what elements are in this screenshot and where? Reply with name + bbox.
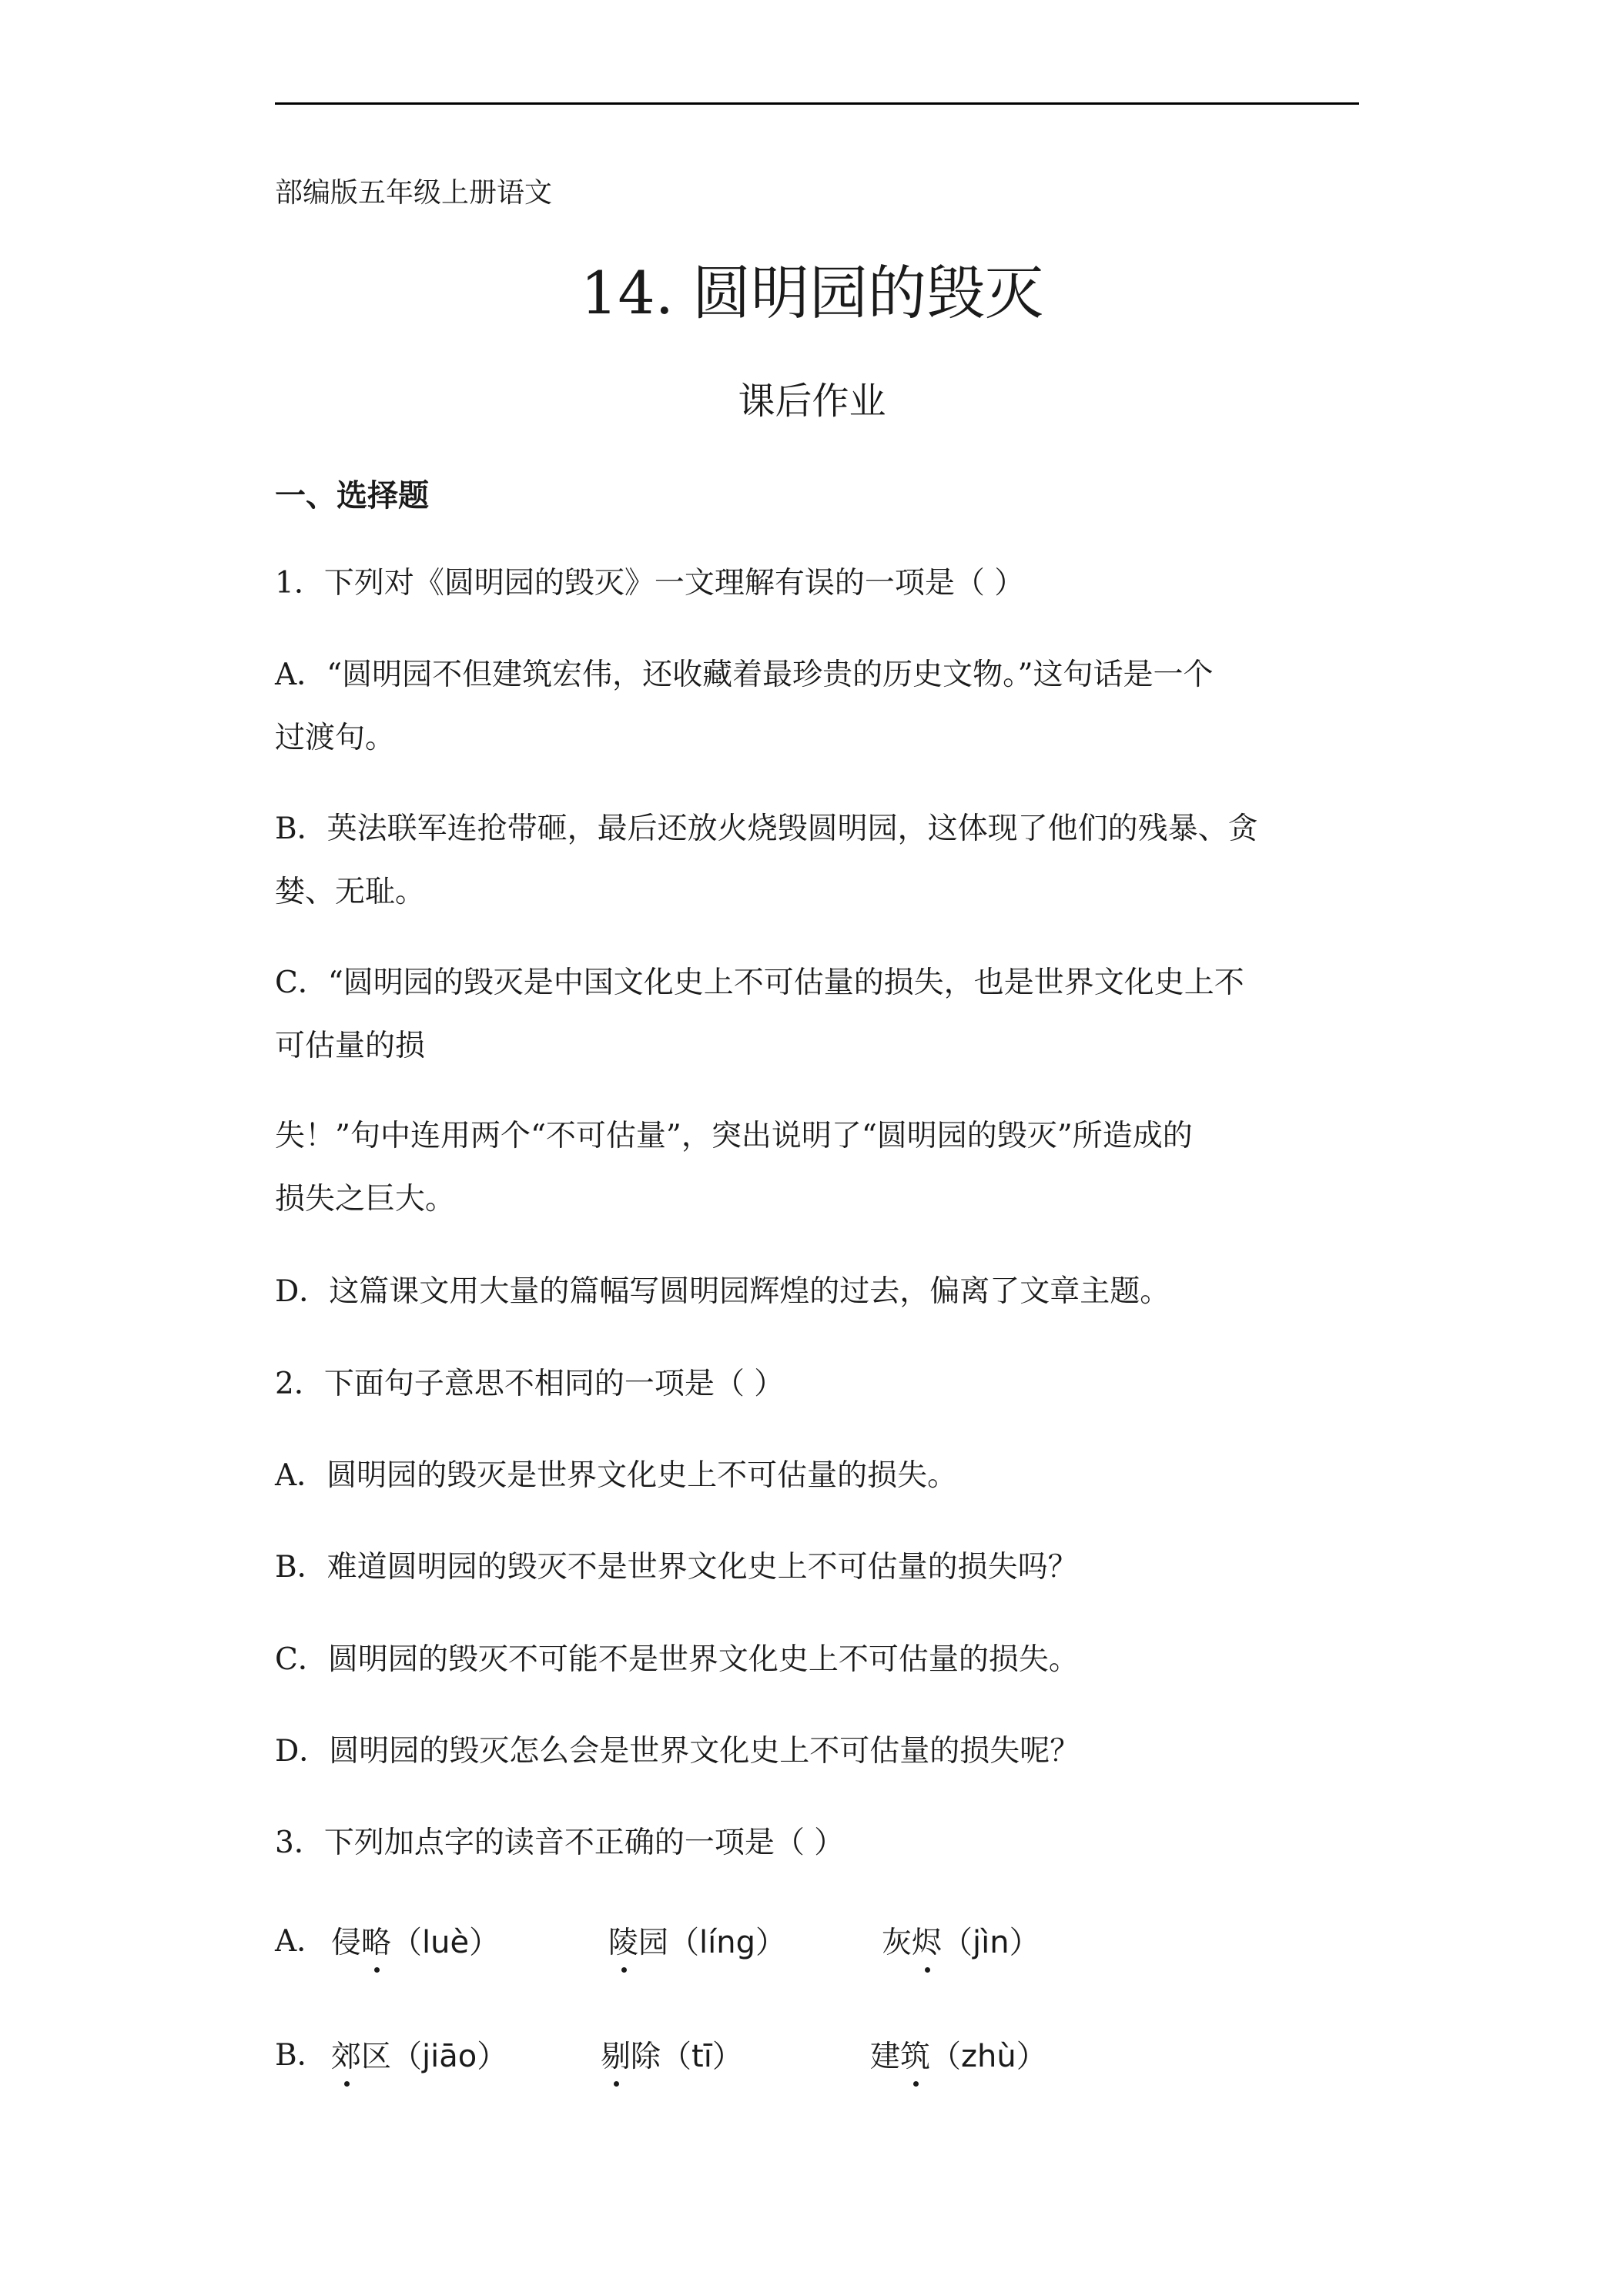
pinyin: （tī） xyxy=(661,2039,743,2074)
question-3-option-b-label: B． xyxy=(275,2038,327,2073)
dotted-char: 剔 xyxy=(601,2038,631,2077)
question-3-option-a-label: A． xyxy=(275,1924,327,1959)
dotted-char: 陵 xyxy=(608,1924,638,1963)
question-1-option-a-line-1: A．“圆明园不但建筑宏伟，还收藏着最珍贵的历史文物。”这句话是一个 xyxy=(275,658,1214,692)
subject-line: 部编版五年级上册语文 xyxy=(275,177,553,209)
pinyin: （zhù） xyxy=(930,2039,1047,2074)
pinyin: （líng） xyxy=(668,1925,786,1960)
dotted-char: 略 xyxy=(361,1924,391,1963)
word-char: 灰 xyxy=(882,1926,912,1960)
question-3-option-b-word-2 xyxy=(601,2037,743,2077)
question-1-option-a-line-2: 过渡句。 xyxy=(275,721,396,755)
question-1-option-c-line-2: 可估量的损 xyxy=(275,1029,426,1063)
question-1-option-b-line-1: B．英法联军连抢带砸，最后还放火烧毁圆明园，这体现了他们的残暴、贪 xyxy=(275,812,1258,846)
header-rule xyxy=(275,102,1359,105)
section-heading: 一、选择题 xyxy=(275,478,429,514)
question-2-option-a: A．圆明园的毁灭是世界文化史上不可估量的损失。 xyxy=(275,1458,958,1493)
question-3-stem: 3．下列加点字的读音不正确的一项是（ ） xyxy=(275,1826,845,1860)
question-2-stem: 2．下面句子意思不相同的一项是（ ） xyxy=(275,1367,785,1401)
word-char: 园 xyxy=(638,1926,669,1960)
question-2-option-d: D．圆明园的毁灭怎么会是世界文化史上不可估量的损失呢？ xyxy=(275,1734,1080,1769)
question-2-option-b: B．难道圆明园的毁灭不是世界文化史上不可估量的损失吗？ xyxy=(275,1550,1078,1585)
question-2-option-c: C．圆明园的毁灭不可能不是世界文化史上不可估量的损失。 xyxy=(275,1642,1079,1677)
word-char: 除 xyxy=(631,2040,661,2074)
dotted-char: 郊 xyxy=(331,2038,361,2077)
dotted-char: 烬 xyxy=(912,1924,942,1963)
page-title: 14. 圆明园的毁灭 xyxy=(580,259,1044,327)
question-3-option-b-word-1 xyxy=(331,2037,507,2077)
page-subtitle: 课后作业 xyxy=(738,380,886,423)
question-3-option-a-word-2 xyxy=(608,1923,786,1963)
question-3-option-a-word-1 xyxy=(331,1923,500,1963)
pinyin: （jiāo） xyxy=(391,2039,508,2074)
question-3-option-a-word-3 xyxy=(882,1923,1040,1963)
question-1-option-c-line-1: C．“圆明园的毁灭是中国文化史上不可估量的损失，也是世界文化史上不 xyxy=(275,966,1244,1000)
question-1-option-b-line-2: 婪、无耻。 xyxy=(275,875,426,909)
pinyin: （luè） xyxy=(391,1925,501,1960)
pinyin: （jìn） xyxy=(942,1925,1040,1960)
question-1-stem: 1．下列对《圆明园的毁灭》一文理解有误的一项是（ ） xyxy=(275,566,1025,601)
question-1-option-c-line-4: 损失之巨大。 xyxy=(275,1182,456,1217)
question-1-option-c-line-3: 失！”句中连用两个“不可估量”，突出说明了“圆明园的毁灭”所造成的 xyxy=(275,1119,1193,1153)
dotted-char: 筑 xyxy=(900,2038,930,2077)
question-1-option-d: D．这篇课文用大量的篇幅写圆明园辉煌的过去，偏离了文章主题。 xyxy=(275,1274,1170,1309)
word-char: 区 xyxy=(361,2040,392,2074)
question-3-option-b-word-3 xyxy=(870,2037,1047,2077)
word-char: 建 xyxy=(870,2040,901,2074)
word-char: 侵 xyxy=(331,1926,362,1960)
